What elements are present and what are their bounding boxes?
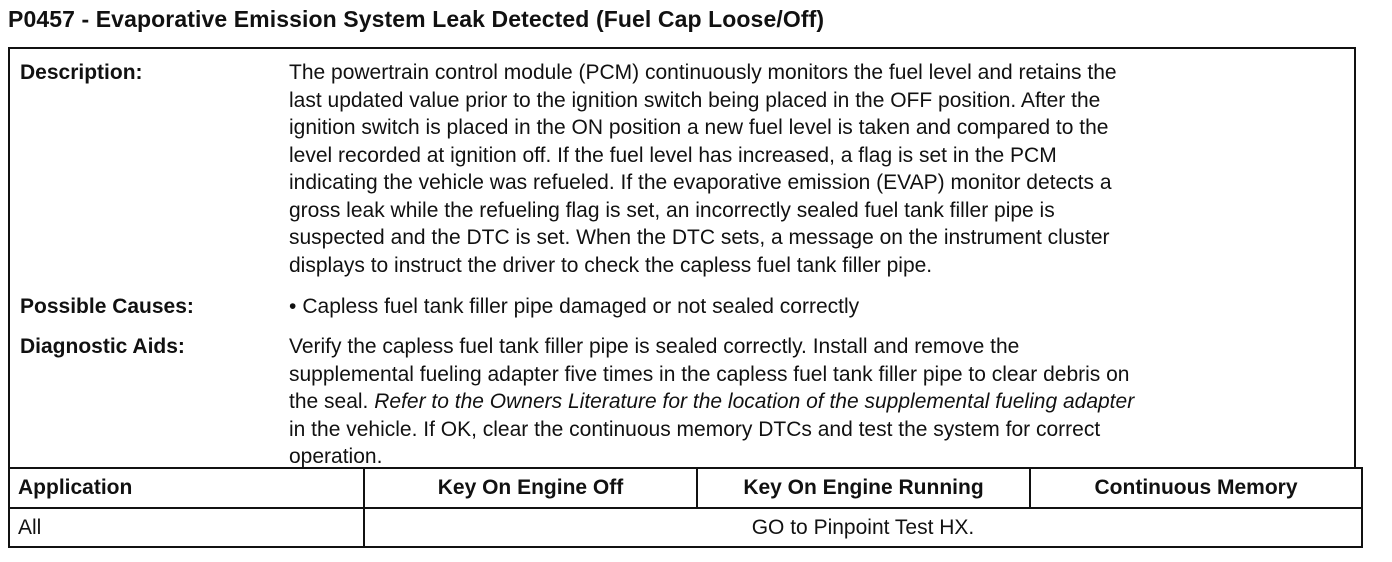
- header-application: Application: [9, 468, 364, 508]
- diagnostic-aids-line: operation.: [289, 445, 383, 468]
- diagnostic-aids-line: supplemental fueling adapter five times in the capless fuel tank filler pipe to clear debris on: [289, 362, 1130, 386]
- description-text: [289, 59, 1351, 279]
- diagnostic-aids-line: [289, 388, 1351, 416]
- header-key-on-engine-off: Key On Engine Off: [364, 468, 697, 508]
- pinpoint-test-cell: GO to Pinpoint Test HX.: [364, 508, 1362, 547]
- description-line: last updated value prior to the ignition switch being placed in the OFF position. After the: [289, 88, 1101, 112]
- diagnostic-aids-text: [289, 333, 1351, 471]
- description-line: gross leak while the refueling flag is set, an incorrectly sealed fuel tank filler pipe is: [289, 198, 1055, 222]
- owners-literature-reference: Refer to the Owners Literature for the location of the supplemental fueling adapter: [374, 390, 1135, 413]
- description-line: displays to instruct the driver to check the capless fuel tank filler pipe.: [289, 253, 933, 277]
- bullet-icon: •: [289, 295, 297, 318]
- application-table: [8, 467, 1363, 548]
- possible-cause-item: [289, 293, 1351, 321]
- description-line: suspected and the DTC is set. When the DTC sets, a message on the instrument cluster: [289, 226, 1110, 249]
- table-row: [9, 508, 1362, 547]
- dtc-info-box: [8, 47, 1356, 467]
- possible-causes-label: Possible Causes:: [20, 295, 194, 318]
- diagnostic-aids-plain-text: the seal.: [289, 390, 369, 413]
- diagnostic-aids-line: in the vehicle. If OK, clear the continuous memory DTCs and test the system for correct: [289, 417, 1101, 441]
- header-continuous-memory: Continuous Memory: [1030, 468, 1362, 508]
- possible-cause-text: Capless fuel tank filler pipe damaged or not sealed correctly: [302, 295, 860, 318]
- table-header-row: [9, 468, 1362, 508]
- description-line: indicating the vehicle was refueled. If the evaporative emission (EVAP) monitor detects a: [289, 171, 1112, 194]
- application-cell: All: [9, 508, 364, 547]
- description-line: The powertrain control module (PCM) continuously monitors the fuel level and retains the: [289, 61, 1117, 84]
- header-key-on-engine-running: Key On Engine Running: [697, 468, 1030, 508]
- description-line: level recorded at ignition off. If the fuel level has increased, a flag is set in the PCM: [289, 143, 1057, 167]
- description-line: ignition switch is placed in the ON position a new fuel level is taken and compared to the: [289, 116, 1109, 139]
- possible-causes-list: [289, 293, 1351, 321]
- diagnostic-aids-line: Verify the capless fuel tank filler pipe is sealed correctly. Install and remove the: [289, 335, 1020, 358]
- diagnostic-aids-label: Diagnostic Aids:: [20, 335, 185, 358]
- description-label: Description:: [20, 61, 143, 84]
- page-title: P0457 - Evaporative Emission System Leak Detected (Fuel Cap Loose/Off): [8, 6, 825, 32]
